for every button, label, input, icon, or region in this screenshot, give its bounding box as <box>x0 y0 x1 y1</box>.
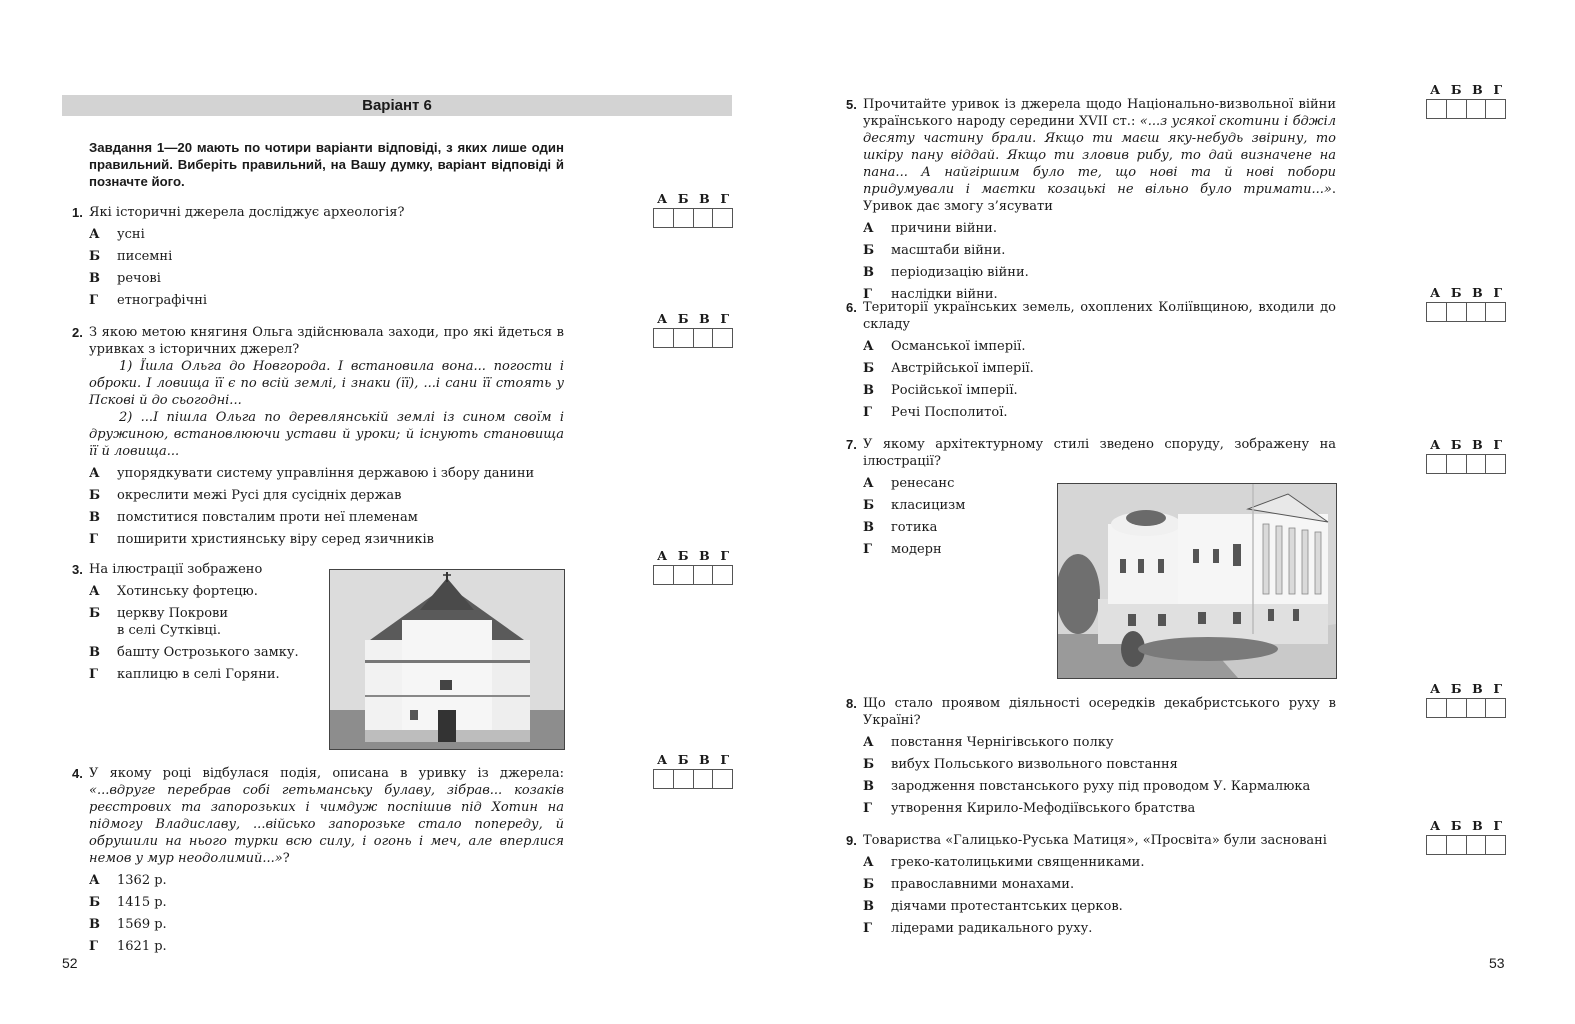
option-c[interactable]: В готика <box>863 520 938 535</box>
question-number: 7. <box>846 437 857 452</box>
palace-illustration <box>1057 483 1337 679</box>
question-1 <box>72 204 564 314</box>
answer-box-d[interactable] <box>1486 455 1505 473</box>
answer-box-a[interactable] <box>1427 699 1447 717</box>
answer-grid-q8: А Б В Г <box>1426 682 1506 718</box>
answer-grid-q7: А Б В Г <box>1426 438 1506 474</box>
answer-box-a[interactable] <box>654 770 674 788</box>
question-text: Території українських земель, охоплених Коліївщиною, входили до складу <box>863 300 1336 332</box>
option-b[interactable]: Б православними монахами. <box>863 877 1075 892</box>
answer-box-c[interactable] <box>694 770 714 788</box>
answer-box-d[interactable] <box>1486 836 1505 854</box>
question-5: 5. Прочитайте уривок із джерела щодо Національно-визвольної війни українського народу середини XVII ст.: «...з усякої скотини і бджіл десяту частину брали. Якщо ти маєш яку-небудь звірину, то шкіру пану віддай. Якщо ти зловив рибу, то дай визначене на пана... А найгіршим було те, що нові та й нові побори придумували і маєтки козацькі не вільно було тримати...». Уривок дає змогу з’ясувати А причини війни. Б масштаби війни. В періодизацію війни. Г наслідки війни. <box>846 96 1336 308</box>
question-text: Товариства «Галицько-Руська Матиця», «Просвіта» були засновані <box>863 833 1327 848</box>
answer-box-b[interactable] <box>1447 100 1467 118</box>
option-a[interactable]: А повстання Чернігівського полку <box>863 735 1114 750</box>
question-2 <box>72 324 564 553</box>
option-b[interactable]: Б окреслити межі Русі для сусідніх держав <box>89 488 402 503</box>
option-a[interactable]: А Хотинську фортецю. <box>89 584 258 599</box>
option-d[interactable]: Г 1621 р. <box>89 939 167 954</box>
option-c[interactable]: В 1569 р. <box>89 917 167 932</box>
option-d[interactable]: Г каплицю в селі Горяни. <box>89 667 280 682</box>
option-b[interactable]: Б класицизм <box>863 498 966 513</box>
option-a[interactable]: А Османської імперії. <box>863 339 1026 354</box>
option-d[interactable]: Г лідерами радикального руху. <box>863 921 1093 936</box>
answer-box-a[interactable] <box>1427 836 1447 854</box>
question-number: 5. <box>846 97 857 112</box>
option-b[interactable]: Б Австрійської імперії. <box>863 361 1034 376</box>
answer-box-a[interactable] <box>1427 100 1447 118</box>
answer-box-d[interactable] <box>713 209 732 227</box>
answer-grid-q9: А Б В Г <box>1426 819 1506 855</box>
answer-grid-q4: А Б В Г <box>653 753 733 789</box>
question-6 <box>846 299 1336 426</box>
option-b[interactable]: Б 1415 р. <box>89 895 167 910</box>
option-a[interactable]: А причини війни. <box>863 221 997 236</box>
answer-box-b[interactable] <box>1447 836 1467 854</box>
option-a[interactable]: А упорядкувати систему управління державою і збору данини <box>89 466 535 481</box>
answer-box-a[interactable] <box>654 566 674 584</box>
answer-box-c[interactable] <box>694 329 714 347</box>
option-d[interactable]: Г модерн <box>863 542 942 557</box>
left-page <box>0 0 787 1024</box>
question-3 <box>72 561 322 688</box>
answer-box-a[interactable] <box>1427 455 1447 473</box>
option-b[interactable]: Б писемні <box>89 249 173 264</box>
answer-box-a[interactable] <box>654 329 674 347</box>
answer-box-c[interactable] <box>1467 699 1487 717</box>
answer-box-c[interactable] <box>1467 836 1487 854</box>
answer-box-c[interactable] <box>694 209 714 227</box>
page-number: 52 <box>62 955 78 971</box>
answer-grid-q6: А Б В Г <box>1426 286 1506 322</box>
option-d[interactable]: Г поширити християнську віру серед язичників <box>89 532 434 547</box>
option-a[interactable]: А усні <box>89 227 145 242</box>
option-c[interactable]: В Російської імперії. <box>863 383 1018 398</box>
question-text: З якою метою княгиня Ольга здійснювала заходи, про які йдеться в уривках з історичних джерел? <box>89 325 564 357</box>
question-9 <box>846 832 1336 942</box>
question-text: Прочитайте уривок із джерела щодо Національно-визвольної війни українського народу середини XVII ст.: <box>863 97 1336 129</box>
answer-box-c[interactable] <box>694 566 714 584</box>
answer-box-b[interactable] <box>1447 699 1467 717</box>
option-b[interactable]: Б церкву Покрови в селі Сутківці. <box>89 606 229 638</box>
answer-box-d[interactable] <box>713 566 732 584</box>
answer-box-a[interactable] <box>654 209 674 227</box>
option-c[interactable]: В зародження повстанського руху під проводом У. Кармалюка <box>863 779 1311 794</box>
question-text: Які історичні джерела досліджує археологія? <box>89 205 405 220</box>
question-text: На ілюстрації зображено <box>89 562 263 577</box>
question-number: 6. <box>846 300 857 315</box>
option-d[interactable]: Г наслідки війни. <box>863 287 998 302</box>
answer-box-b[interactable] <box>674 566 694 584</box>
answer-box-d[interactable] <box>713 770 732 788</box>
answer-box-a[interactable] <box>1427 303 1447 321</box>
answer-grid-q3: А Б В Г <box>653 549 733 585</box>
page-number: 53 <box>1489 955 1505 971</box>
option-a[interactable]: А ренесанс <box>863 476 955 491</box>
option-b[interactable]: Б вибух Польського визвольного повстання <box>863 757 1178 772</box>
question-text: У якому архітектурному стилі зведено споруду, зображену на ілюстрації? <box>863 437 1336 469</box>
option-d[interactable]: Г утворення Кирило-Мефодіївського братства <box>863 801 1196 816</box>
question-number: 1. <box>72 205 83 220</box>
question-text: У якому році відбулася подія, описана в уривку із джерела: <box>89 766 564 781</box>
source-quote-2: 2) ...І пішла Ольга по деревлянській землі із сином своїм і дружиною, встановлюючи устави й уроки; й існують становища її й ловища... <box>89 410 564 459</box>
variant-banner: Варіант 6 <box>62 95 732 116</box>
option-c[interactable]: В речові <box>89 271 161 286</box>
option-d[interactable]: Г Речі Посполитої. <box>863 405 1008 420</box>
source-quote: «...вдруге перебрав собі гетьманську булаву, зібрав... козаків реєстрових та запорозьких і чимдуж поспішив під Хотин на підмогу Владиславу, ...військо запорозьке стало попереду, й обрушили на нього турки всю силу, і огонь і меч, але вперлися немов у мур неодолимий...» <box>89 783 564 866</box>
option-c[interactable]: В помститися повсталим проти неї племенам <box>89 510 418 525</box>
source-quote: «...з усякої скотини і бджіл десяту частину брали. Якщо ти маєш яку-небудь звірину, то шкіру пану віддай. Якщо ти зловив рибу, то дай визначене на пана... А найгіршим було те, що нові та й нові побори придумували і маєтки козацькі не вільно було тримати...» <box>863 114 1337 197</box>
option-c[interactable]: В періодизацію війни. <box>863 265 1029 280</box>
answer-box-c[interactable] <box>1467 303 1487 321</box>
instructions: Завдання 1—20 мають по чотири варіанти відповіді, з яких лише один правильний. Виберіть правильний, на Вашу думку, варіант відповіді й позначте його. <box>89 140 564 189</box>
church-illustration <box>329 569 565 750</box>
answer-box-b[interactable] <box>674 770 694 788</box>
option-a[interactable]: А греко-католицькими священниками. <box>863 855 1145 870</box>
answer-box-d[interactable] <box>1486 699 1505 717</box>
option-c[interactable]: В башту Острозького замку. <box>89 645 299 660</box>
question-number: 8. <box>846 696 857 711</box>
answer-box-c[interactable] <box>1467 100 1487 118</box>
question-8 <box>846 695 1336 822</box>
option-d[interactable]: Г етнографічні <box>89 293 208 308</box>
answer-box-d[interactable] <box>1486 303 1505 321</box>
answer-grid-q1: А Б В Г <box>653 192 733 228</box>
answer-box-b[interactable] <box>674 329 694 347</box>
question-number: 2. <box>72 325 83 340</box>
question-number: 3. <box>72 562 83 577</box>
answer-box-b[interactable] <box>1447 303 1467 321</box>
answer-box-d[interactable] <box>1486 100 1505 118</box>
option-b[interactable]: Б масштаби війни. <box>863 243 1006 258</box>
answer-box-d[interactable] <box>713 329 732 347</box>
option-c[interactable]: В діячами протестантських церков. <box>863 899 1123 914</box>
question-text: Що стало проявом діяльності осередків декабристського руху в Україні? <box>863 696 1336 728</box>
question-number: 9. <box>846 833 857 848</box>
answer-box-c[interactable] <box>1467 455 1487 473</box>
source-quote-1: 1) Їшла Ольга до Новгорода. І встановила вона... погости і оброки. І ловища її є по всій землі, і знаки (її), ...і сани її стоять у Пскові й до сьогодні... <box>89 359 564 408</box>
question-number: 4. <box>72 766 83 781</box>
answer-grid-q5: А Б В Г <box>1426 83 1506 119</box>
option-a[interactable]: А 1362 р. <box>89 873 167 888</box>
answer-grid-q2: А Б В Г <box>653 312 733 348</box>
answer-box-b[interactable] <box>674 209 694 227</box>
right-page <box>787 0 1575 1024</box>
question-4: 4. У якому році відбулася подія, описана в уривку із джерела: «...вдруге перебрав собі гетьманську булаву, зібрав... козаків реєстрових та запорозьких і чимдуж поспішив під Хотин на підмогу Владиславу, ...військо запорозьке стало попереду, й обрушили на нього турки всю силу, і огонь і меч, але вперлися немов у мур неодолимий...»? А 1362 р. Б 1415 р. В 1569 р. Г 1621 р. <box>72 765 564 960</box>
answer-box-b[interactable] <box>1447 455 1467 473</box>
